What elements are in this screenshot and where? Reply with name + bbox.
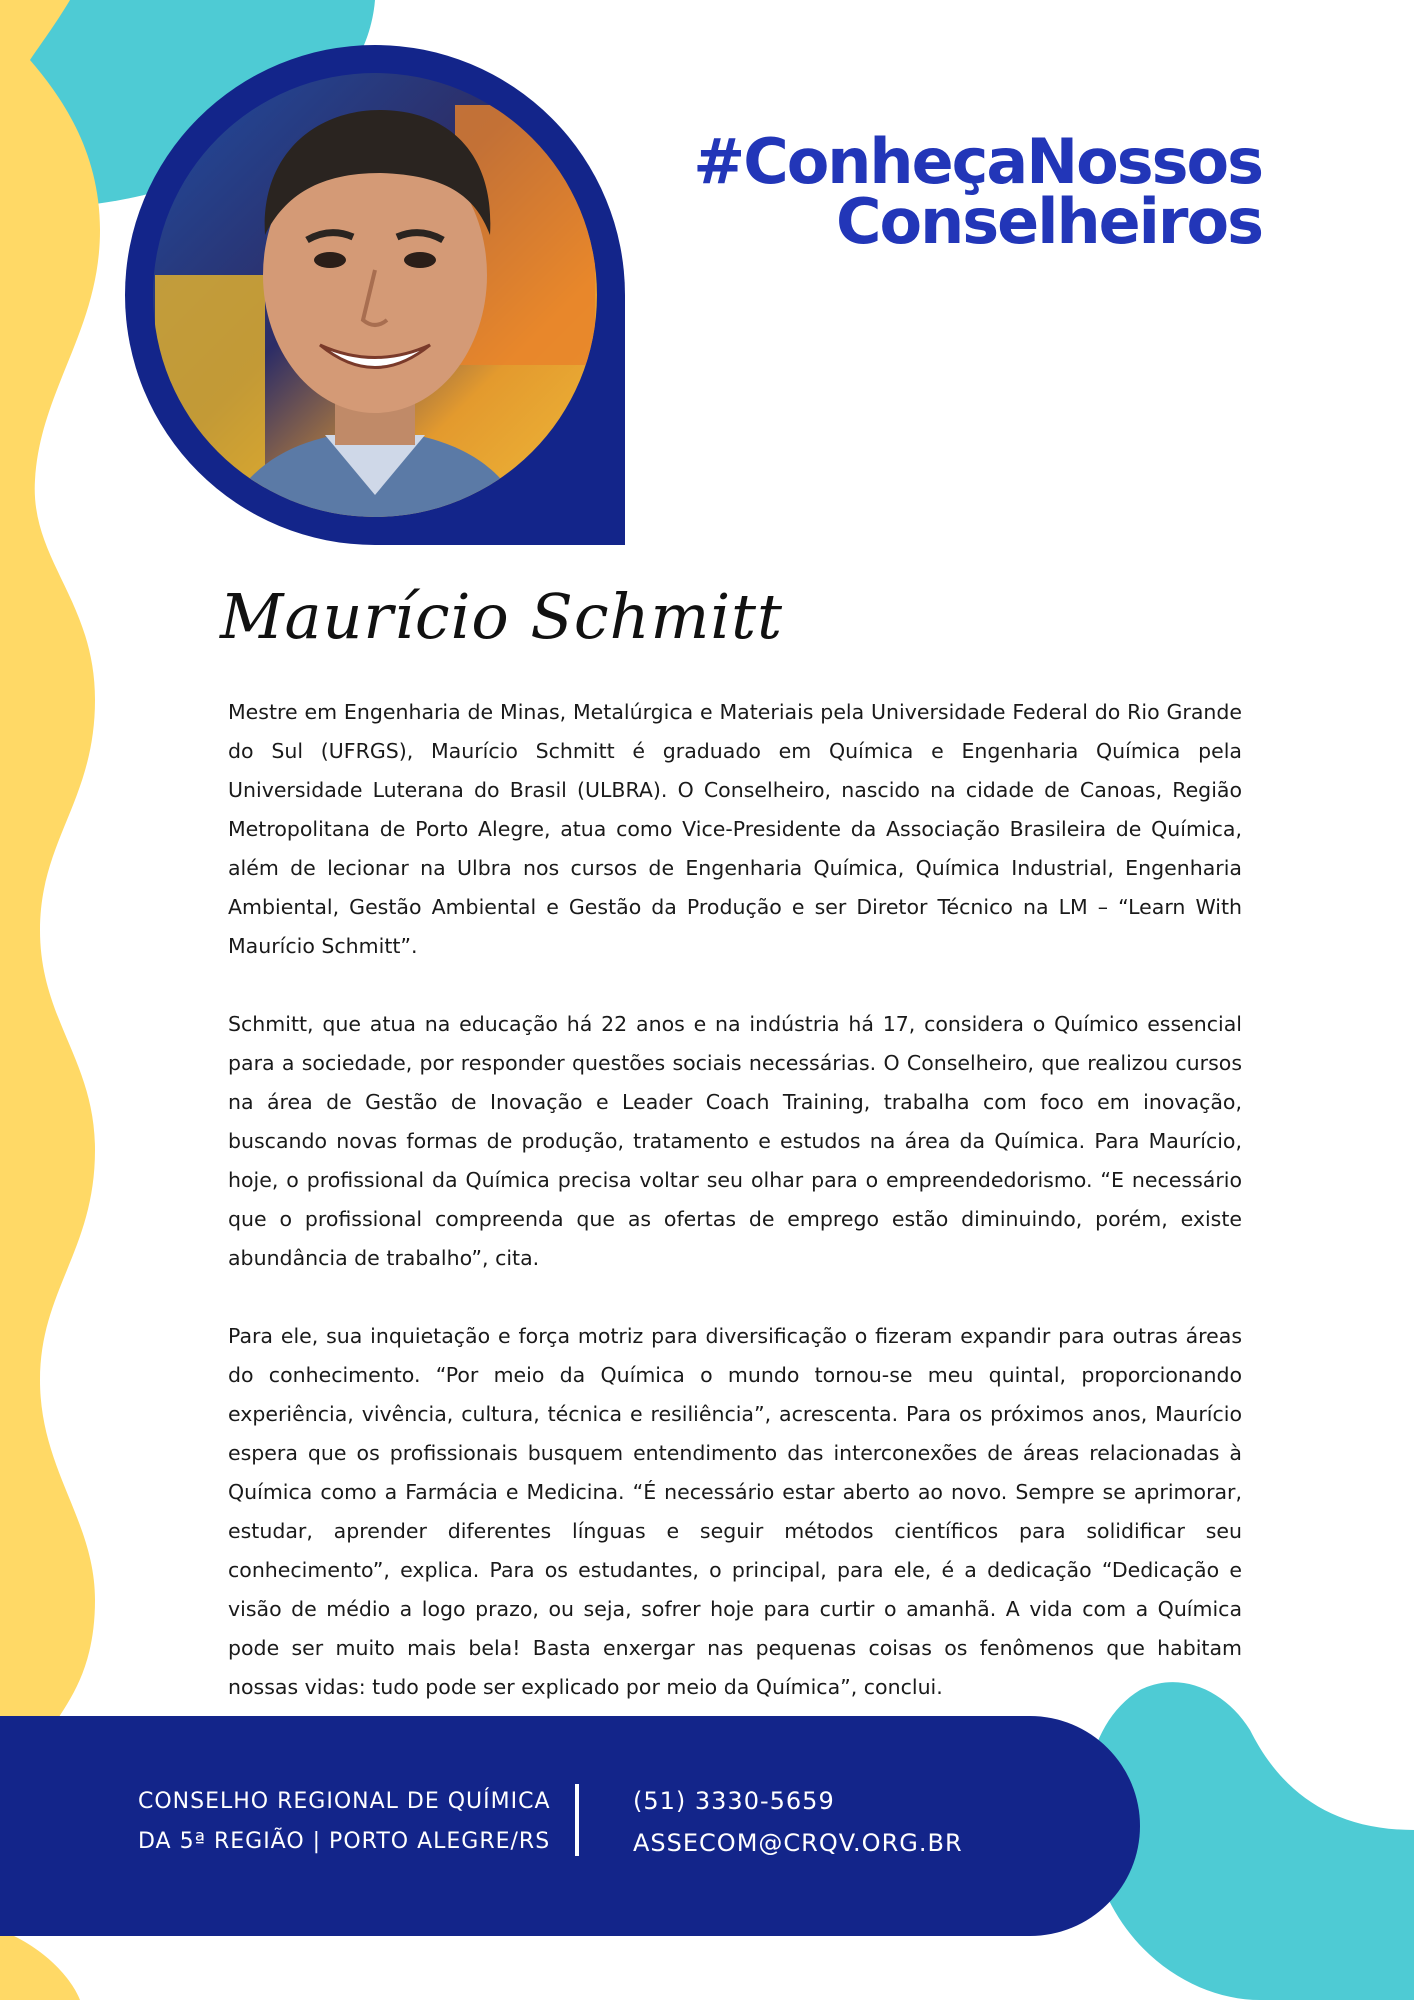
yellow-wave-left	[0, 0, 100, 1740]
portrait-photo-icon	[125, 45, 625, 545]
org-line-1: CONSELHO REGIONAL DE QUÍMICA	[138, 1789, 551, 1814]
contact-info	[633, 1780, 963, 1864]
footer-divider	[575, 1784, 579, 1856]
paragraph-2: Schmitt, que atua na educação há 22 anos e na indústria há 17, considera o Químico essencial para a sociedade, por responder questões sociais necessárias. O Conselheiro, que realizou cursos na área de Gestão de Inovação e Leader Coach Training, trabalha com foco em inovação, buscando novas formas de produção, tratamento e estudos na área da Química. Para Maurício, hoje, o profissional da Química precisa voltar seu olhar para o empreendedorismo. “E necessário que o profissional compreenda que as ofertas de emprego estão diminuindo, porém, existe abundância de trabalho”, cita.	[228, 1012, 1242, 1270]
page-title	[693, 125, 1262, 258]
person-name: Maurício Schmitt	[220, 580, 784, 653]
paragraph-3: Para ele, sua inquietação e força motriz para diversificação o fizeram expandir para outras áreas do conhecimento. “Por meio da Química o mundo tornou-se meu quintal, proporcionando experiência, vivência, cultura, técnica e resiliência”, acrescenta. Para os próximos anos, Maurício espera que os profissionais busquem entendimento das interconexões de áreas relacionadas à Química como a Farmácia e Medicina. “É necessário estar aberto ao novo. Sempre se aprimorar, estudar, aprender diferentes línguas e seguir métodos científicos para solidificar seu conhecimento”, explica. Para os estudantes, o principal, para ele, é a dedicação “Dedicação e visão de médio a logo prazo, ou seja, sofrer hoje para curtir o amanhã. A vida com a Química pode ser muito mais bela! Basta enxergar nas pequenas coisas os fenômenos que habitam nossas vidas: tudo pode ser explicado por meio da Química”, conclui.	[228, 1324, 1242, 1699]
biography-text	[228, 693, 1242, 1746]
email-address: ASSECOM@CRQV.ORG.BR	[633, 1829, 963, 1857]
paragraph-1: Mestre em Engenharia de Minas, Metalúrgica e Materiais pela Universidade Federal do Rio Grande do Sul (UFRGS), Maurício Schmitt é graduado em Química e Engenharia Química pela Universidade Luterana do Brasil (ULBRA). O Conselheiro, nascido na cidade de Canoas, Região Metropolitana de Porto Alegre, atua como Vice-Presidente da Associação Brasileira de Química, além de lecionar na Ulbra nos cursos de Engenharia Química, Química Industrial, Engenharia Ambiental, Gestão Ambiental e Gestão da Produção e ser Diretor Técnico na LM – “Learn With Maurício Schmitt”.	[228, 700, 1242, 958]
title-line-1: #ConheçaNossos	[693, 125, 1262, 198]
organization-name	[138, 1782, 551, 1862]
title-line-2: Conselheiros	[836, 185, 1262, 258]
org-line-2: DA 5ª REGIÃO | PORTO ALEGRE/RS	[138, 1829, 551, 1854]
phone-number: (51) 3330-5659	[633, 1787, 835, 1815]
yellow-wave-bottom	[0, 1930, 80, 2000]
footer-banner	[0, 1716, 1140, 1936]
portrait-frame	[125, 45, 625, 545]
